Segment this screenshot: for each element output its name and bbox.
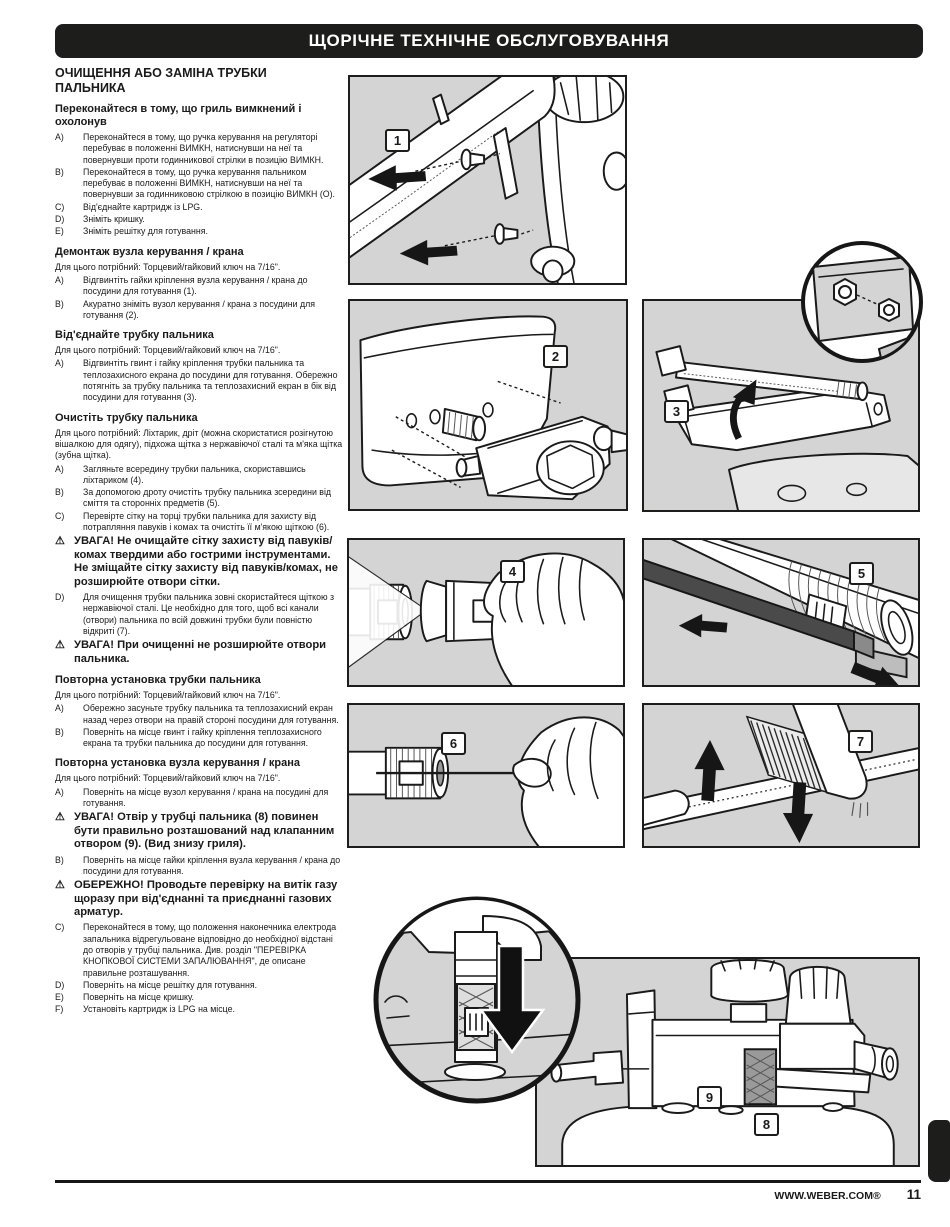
step-letter: D) bbox=[55, 591, 65, 602]
page-footer bbox=[55, 1187, 921, 1202]
clean-screen-illustration bbox=[644, 540, 918, 685]
figure-panel-5 bbox=[347, 703, 625, 848]
instruction-step bbox=[55, 299, 343, 322]
step-text: Обережно засуньте трубку пальника та теплозахисний екран назад через отвори на правій стороні посудини для готування. bbox=[83, 703, 339, 725]
warning-triangle-icon: ⚠ bbox=[55, 811, 65, 824]
wire-cleaning-illustration bbox=[349, 705, 623, 846]
section-heading: Демонтаж вузла керування / крана bbox=[55, 245, 244, 258]
step-text: Поверніть на місце решітку для готування. bbox=[83, 979, 258, 990]
figure-number-badge: 3 bbox=[664, 400, 689, 423]
figure-panel-7 bbox=[642, 703, 920, 848]
instruction-step bbox=[55, 464, 343, 487]
burner-alignment-detail-circle bbox=[371, 894, 583, 1106]
figure-number-badge: 1 bbox=[385, 129, 410, 152]
warning-text: УВАГА! При очищенні не розширюйте отвори пальника. bbox=[74, 639, 327, 665]
step-letter: F) bbox=[55, 1004, 64, 1015]
figure-number-badge: 2 bbox=[543, 345, 568, 368]
warning-triangle-icon: ⚠ bbox=[55, 879, 65, 892]
step-letter: B) bbox=[55, 726, 64, 737]
tools-needed-line: Для цього потрібний: Торцевий/гайковий ключ на 7/16". bbox=[55, 773, 281, 784]
section-index-tab bbox=[928, 1120, 950, 1182]
step-text: Відгвинтіть гвинт і гайку кріплення трубки пальника та теплозахисного екрана до посудини для готування. Обережно потягніть за трубку пальника та теплозахисний екран в бік від посудини для готування (3). bbox=[83, 358, 338, 403]
instructions-column bbox=[55, 66, 343, 1017]
instruction-step bbox=[55, 226, 343, 237]
step-text: Поверніть на місце вузол керування / крана на посудині для готування. bbox=[83, 786, 329, 809]
step-text: Переконайтеся в тому, що ручка керування пальником перебуває в положенні ВИМКН, натиснувши на неї та повернувши за годинниковою стрілкою в позицію ВИМКН (О). bbox=[83, 166, 335, 200]
step-text: Акуратно зніміть вузол керування / крана з посудини для готування (2). bbox=[83, 298, 315, 320]
step-text: Поверніть на місце кришку. bbox=[83, 992, 194, 1003]
instruction-step bbox=[55, 980, 343, 991]
instruction-step bbox=[55, 1004, 343, 1015]
step-letter: E) bbox=[55, 992, 64, 1003]
warning-triangle-icon: ⚠ bbox=[55, 535, 65, 548]
warning-note bbox=[55, 535, 343, 589]
warning-note bbox=[55, 639, 343, 666]
step-text: Установіть картридж із LPG на місце. bbox=[83, 1004, 235, 1015]
instruction-step bbox=[55, 358, 343, 403]
figure-number-badge: 7 bbox=[848, 730, 873, 753]
figure-panel-2 bbox=[348, 299, 628, 511]
tools-needed-line: Для цього потрібний: Торцевий/гайковий ключ на 7/16". bbox=[55, 345, 281, 356]
step-letter: A) bbox=[55, 274, 64, 285]
figure-panel-underside bbox=[535, 957, 920, 1167]
instruction-step bbox=[55, 787, 343, 810]
warning-note bbox=[55, 811, 343, 851]
nut-detail-illustration bbox=[797, 237, 927, 367]
step-letter: A) bbox=[55, 786, 64, 797]
instruction-step bbox=[55, 727, 343, 750]
step-letter: C) bbox=[55, 201, 65, 212]
figure-panel-1 bbox=[348, 75, 627, 285]
nut-detail-circle bbox=[797, 237, 927, 367]
grill-underside-illustration bbox=[537, 959, 918, 1165]
instruction-step bbox=[55, 275, 343, 298]
page-header-bar bbox=[55, 24, 923, 58]
section-heading: Переконайтеся в тому, що гриль вимкнений і охолонув bbox=[55, 103, 302, 128]
burner-alignment-illustration bbox=[371, 894, 583, 1106]
figure-number-badge: 9 bbox=[697, 1086, 722, 1109]
tools-needed-line: Для цього потрібний: Торцевий/гайковий ключ на 7/16". bbox=[55, 689, 281, 700]
warning-text: УВАГА! Не очищайте сітку захисту від павуків/комах твердими або гострими інструментами. Не зміщайте сітку захисту від павуків/комах, не розширюйте отвори сітки. bbox=[74, 535, 338, 588]
figure-panel-6 bbox=[642, 538, 920, 687]
section-heading: Повторна установка трубки пальника bbox=[55, 673, 261, 686]
article-title: ОЧИЩЕННЯ АБО ЗАМІНА ТРУБКИ ПАЛЬНИКА bbox=[55, 66, 267, 95]
instruction-step bbox=[55, 592, 343, 637]
sections-container bbox=[55, 103, 343, 1016]
step-letter: B) bbox=[55, 854, 64, 865]
warning-triangle-icon: ⚠ bbox=[55, 639, 65, 652]
tools-needed-line: Для цього потрібний: Торцевий/гайковий ключ на 7/16". bbox=[55, 261, 281, 272]
instruction-step bbox=[55, 855, 343, 878]
step-letter: A) bbox=[55, 358, 64, 369]
caution-note bbox=[55, 879, 343, 919]
step-letter: D) bbox=[55, 214, 65, 225]
step-letter: B) bbox=[55, 487, 64, 498]
footer-page-number: 11 bbox=[906, 1187, 921, 1202]
figure-number-badge: 8 bbox=[754, 1113, 779, 1136]
warning-text: ОБЕРЕЖНО! Проводьте перевірку на витік газу щоразу при від'єднанні та приєднанні газових арматур. bbox=[74, 879, 338, 918]
instruction-step bbox=[55, 511, 343, 534]
step-text: Переконайтеся в тому, що ручка керування на регуляторі перебуває в положенні ВИМКН, натиснувши на неї та повернувши проти годинникової стрілки в позицію ВИМКН. bbox=[83, 132, 324, 165]
step-text: Для очищення трубки пальника зовні скористайтеся щіткою з нержавіючої сталі. Це необхідно для того, щоб всі канали (отвори) пальника по всій довжині трубки були повністю відкриті (7). bbox=[83, 591, 335, 636]
page-title: ЩОРІЧНЕ ТЕХНІЧНЕ ОБСЛУГОВУВАННЯ bbox=[308, 31, 670, 50]
step-letter: A) bbox=[55, 463, 64, 474]
warning-text: УВАГА! Отвір у трубці пальника (8) повинен бути правильно розташований над клапанним отвором (9). (Вид знизу гриля). bbox=[74, 811, 335, 851]
step-text: Загляньте всередину трубки пальника, скориставшись ліхтариком (4). bbox=[83, 463, 306, 485]
instruction-step bbox=[55, 992, 343, 1003]
step-text: Поверніть на місце гвинт і гайку кріплення теплозахисного екрана та трубки пальника до посудини для готування. bbox=[83, 726, 322, 749]
instruction-step bbox=[55, 132, 343, 166]
step-text: Від'єднайте картридж із LPG. bbox=[83, 201, 203, 212]
footer-rule bbox=[55, 1180, 921, 1183]
step-letter: B) bbox=[55, 298, 64, 309]
figure-number-badge: 4 bbox=[500, 560, 525, 583]
instruction-step bbox=[55, 214, 343, 225]
instruction-step bbox=[55, 922, 343, 978]
flashlight-inspection-illustration bbox=[349, 540, 623, 685]
step-text: Перевірте сітку на торці трубки пальника для захисту від потрапляння павуків і комах та очистіть її м'якою щіткою (6). bbox=[83, 510, 330, 533]
step-letter: A) bbox=[55, 132, 64, 142]
remove-valve-assembly-illustration bbox=[350, 301, 626, 509]
figure-number-badge: 5 bbox=[849, 562, 874, 585]
step-text: Відгвинтіть гайки кріплення вузла керування / крана до посудини для готування (1). bbox=[83, 274, 308, 297]
footer-website: WWW.WEBER.COM® bbox=[774, 1190, 881, 1202]
step-letter: E) bbox=[55, 226, 64, 237]
section-heading: Повторна установка вузла керування / крана bbox=[55, 757, 300, 770]
step-letter: C) bbox=[55, 510, 65, 521]
step-letter: C) bbox=[55, 922, 65, 933]
section-heading: Очистіть трубку пальника bbox=[55, 411, 198, 424]
figure-number-badge: 6 bbox=[441, 732, 466, 755]
instruction-step bbox=[55, 703, 343, 726]
step-letter: B) bbox=[55, 166, 64, 177]
instruction-step bbox=[55, 202, 343, 213]
instruction-step bbox=[55, 487, 343, 510]
step-letter: D) bbox=[55, 979, 65, 990]
tools-needed-line: Для цього потрібний: Ліхтарик, дріт (можна скористатися розігнутою вішалкою для одягу), підхожа щітка з нержавіючої сталі та м'яка щітка (зубна щітка). bbox=[55, 427, 343, 461]
step-text: Поверніть на місце гайки кріплення вузла керування / крана до посудини для готування. bbox=[83, 854, 341, 876]
step-text: Зніміть кришку. bbox=[83, 214, 145, 225]
instruction-step bbox=[55, 167, 343, 201]
section-heading: Від'єднайте трубку пальника bbox=[55, 329, 214, 342]
step-letter: A) bbox=[55, 703, 64, 714]
step-text: За допомогою дроту очистіть трубку пальника зсередини від сміття та сторонніх предметів (5). bbox=[83, 487, 332, 509]
step-text: Зніміть решітку для готування. bbox=[83, 226, 208, 237]
step-text: Переконайтеся в тому, що положення наконечника електрода запальника відрегульоване відповідно до необхідної відстані до отворів у трубці пальника. Див. розділ "ПЕРЕВІРКА КНОПКОВОЇ СИСТЕМИ ЗАПАЛЮВАННЯ", де описане правильне розташування. bbox=[83, 922, 337, 978]
brush-burner-tube-illustration bbox=[644, 705, 918, 846]
unscrew-control-panel-illustration bbox=[350, 77, 625, 283]
figure-panel-4 bbox=[347, 538, 625, 687]
